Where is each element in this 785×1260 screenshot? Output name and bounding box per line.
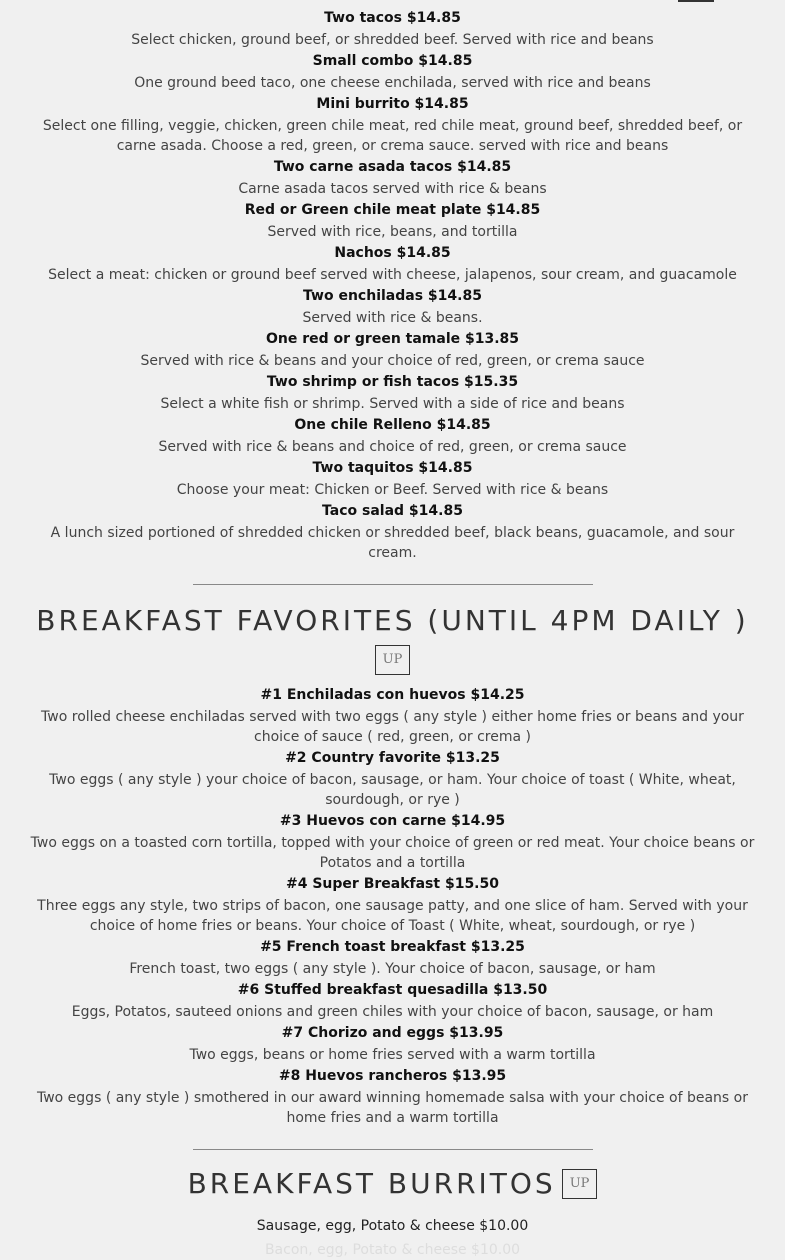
- menu-item-title: Two carne asada tacos $14.85: [273, 159, 512, 175]
- menu-item-title: Taco salad $14.85: [322, 503, 463, 519]
- menu-item-description: Two rolled cheese enchiladas served with two eggs ( any style ) either home fries or beans and your choice of sauce ( red, green, or crema ): [41, 709, 744, 745]
- menu-item-title: Mini burrito $14.85: [316, 96, 469, 112]
- menu-item-description: Select chicken, ground beef, or shredded beef. Served with rice and beans: [131, 32, 654, 48]
- menu-item-description: Two eggs on a toasted corn tortilla, topped with your choice of green or red meat. Your choice beans or Potatos and a tortilla: [30, 835, 755, 871]
- menu-item-title: Nachos $14.85: [334, 245, 451, 261]
- menu-item-title: #6 Stuffed breakfast quesadilla $13.50: [237, 982, 548, 998]
- menu-item-title: #2 Country favorite $13.25: [285, 750, 500, 766]
- menu-item-title: Two shrimp or fish tacos $15.35: [266, 374, 519, 390]
- menu-item-title: #7 Chorizo and eggs $13.95: [281, 1025, 504, 1041]
- menu-item-title: #8 Huevos rancheros $13.95: [278, 1068, 507, 1084]
- menu-item-title: #1 Enchiladas con huevos $14.25: [260, 687, 525, 703]
- menu-item-description: Served with rice & beans and choice of red, green, or crema sauce: [158, 439, 627, 455]
- menu-item-title: Two taquitos $14.85: [312, 460, 473, 476]
- menu-item-description: Two eggs ( any style ) smothered in our award winning homemade salsa with your choice of beans or home fries and a warm tortilla: [36, 1090, 748, 1126]
- burritos-section: [0, 1166, 785, 1260]
- menu-item-title: #5 French toast breakfast $13.25: [260, 939, 525, 955]
- menu-item-title: Two enchiladas $14.85: [303, 288, 482, 304]
- menu-item-description: Served with rice & beans.: [302, 310, 483, 326]
- menu-item-title: Small combo $14.85: [312, 53, 473, 69]
- breakfast-heading: BREAKFAST FAVORITES (UNTIL 4PM DAILY ): [36, 604, 749, 637]
- menu-item-description: Eggs, Potatos, sauteed onions and green chiles with your choice of bacon, sausage, or ham: [71, 1004, 714, 1020]
- menu-item-description: Three eggs any style, two strips of bacon, one sausage patty, and one slice of ham. Served with your choice of home fries or beans. Your choice of Toast ( White, wheat, sourdough, or rye ): [37, 898, 748, 934]
- menu-item-description: French toast, two eggs ( any style ). Your choice of bacon, sausage, or ham: [129, 961, 656, 977]
- menu-item-description: Select a white fish or shrimp. Served with a side of rice and beans: [160, 396, 625, 412]
- burrito-item-partial: Bacon, egg, Potato & cheese $10.00: [264, 1242, 521, 1258]
- menu-item-description: Served with rice & beans and your choice of red, green, or crema sauce: [140, 353, 645, 369]
- burritos-up-button[interactable]: UP: [562, 1169, 598, 1199]
- menu-item-description: Two eggs ( any style ) your choice of bacon, sausage, or ham. Your choice of toast ( White, wheat, sourdough, or rye ): [49, 772, 736, 808]
- breakfast-section: [0, 603, 785, 1129]
- menu-item-description: A lunch sized portioned of shredded chicken or shredded beef, black beans, guacamole, and sour cream.: [50, 525, 735, 561]
- menu-item-description: One ground beed taco, one cheese enchilada, served with rice and beans: [134, 75, 651, 91]
- menu-item-description: Choose your meat: Chicken or Beef. Served with rice & beans: [176, 482, 609, 498]
- menu-item-title: #3 Huevos con carne $14.95: [279, 813, 506, 829]
- menu-item-title: Two tacos $14.85: [324, 10, 461, 26]
- menu-item-title: One chile Relleno $14.85: [294, 417, 491, 433]
- menu-item-description: Two eggs, beans or home fries served with a warm tortilla: [189, 1047, 596, 1063]
- burrito-item: Sausage, egg, Potato & cheese $10.00: [256, 1218, 529, 1234]
- section-divider: [193, 1149, 593, 1150]
- menu-item-description: Served with rice, beans, and tortilla: [267, 224, 518, 240]
- top-nav-tab[interactable]: [678, 0, 714, 2]
- menu-item-description: Carne asada tacos served with rice & beans: [238, 181, 547, 197]
- menu-item-title: #4 Super Breakfast $15.50: [286, 876, 499, 892]
- menu-item-title: Red or Green chile meat plate $14.85: [244, 202, 541, 218]
- menu-item-description: Select a meat: chicken or ground beef served with cheese, jalapenos, sour cream, and guacamole: [48, 267, 737, 283]
- lunch-section: [0, 0, 785, 564]
- section-divider: [193, 584, 593, 585]
- menu-item-description: Select one filling, veggie, chicken, green chile meat, red chile meat, ground beef, shredded beef, or carne asada. Choose a red, green, or crema sauce. served with rice and beans: [42, 118, 743, 154]
- burritos-heading: BREAKFAST BURRITOS: [187, 1167, 556, 1200]
- menu-item-title: One red or green tamale $13.85: [265, 331, 520, 347]
- breakfast-up-button[interactable]: UP: [375, 645, 411, 675]
